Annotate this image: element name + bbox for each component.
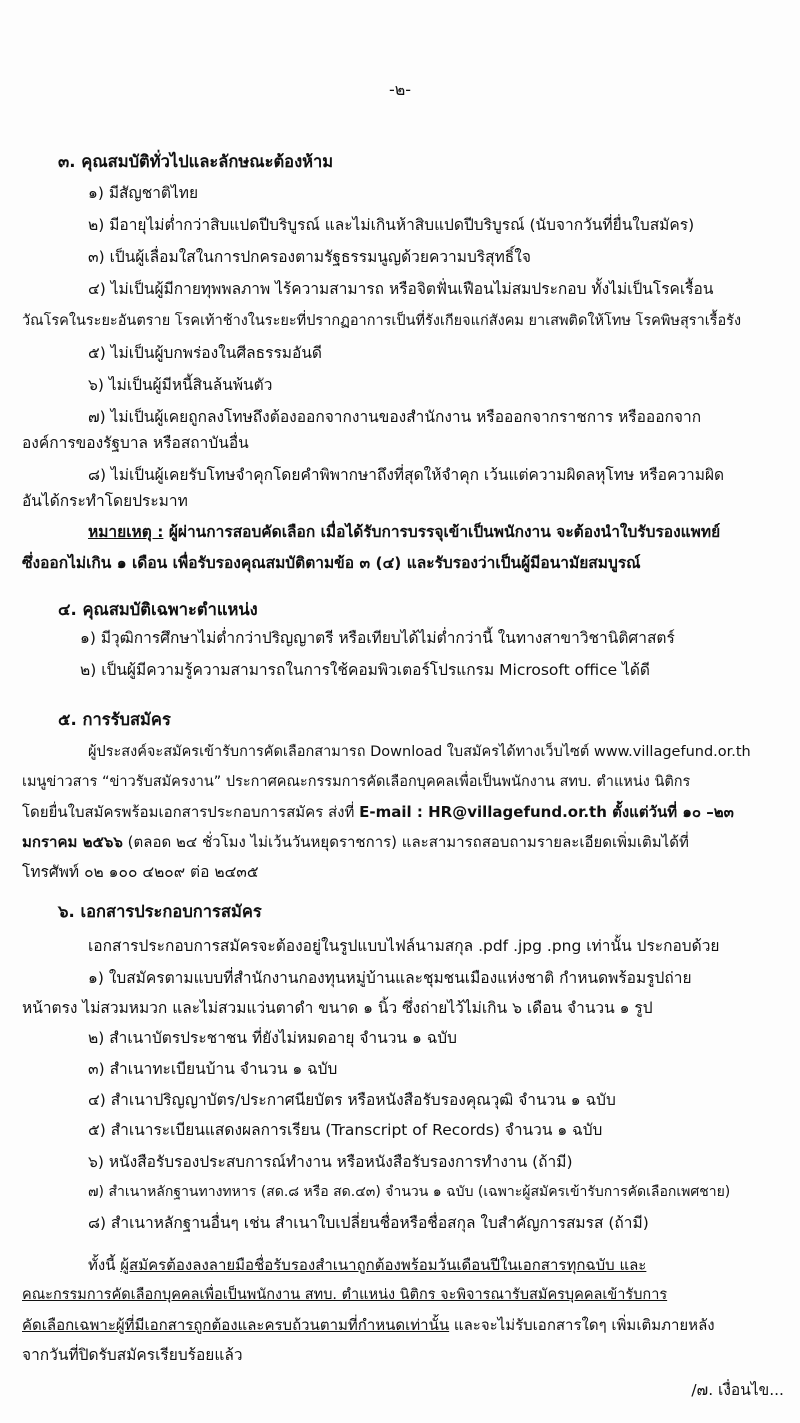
note-text: ผู้ผ่านการสอบคัดเลือก เมื่อได้รับการบรรจุเข้าเป็นพนักงาน จะต้องนำใบรับรองแพทย์ — [168, 523, 721, 541]
section-6-item: ๒) สำเนาบัตรประชาชน ที่ยังไม่หมดอายุ จำนวน ๑ ฉบับ — [88, 1029, 457, 1047]
closing-text: และจะไม่รับเอกสารใดๆ เพิ่มเติมภายหลัง — [453, 1316, 715, 1334]
deadline-date: มกราคม ๒๕๖๖ — [22, 833, 123, 851]
section-3-item: ๘) ไม่เป็นผู้เคยรับโทษจำคุกโดยคำพิพากษาถึงที่สุดให้จำคุก เว้นแต่ความผิดลหุโทษ หรือความผิด — [88, 466, 725, 484]
section-5-text: ผู้ประสงค์จะสมัครเข้ารับการคัดเลือกสามารถ Download ใบสมัครได้ทางเว็บไซต์ www.villagefund.or.th — [88, 744, 751, 760]
section-3-item-continued: อันได้กระทำโดยประมาท — [22, 492, 188, 510]
section-3-item: ๖) ไม่เป็นผู้มีหนี้สินล้นพ้นตัว — [88, 376, 273, 394]
section-3-item-continued: วัณโรคในระยะอันตราย โรคเท้าช้างในระยะที่ปรากฏอาการเป็นที่รังเกียจแก่สังคม ยาเสพติดให้โทษ โรคพิษสุราเรื้อรัง — [22, 313, 742, 329]
note-label: หมายเหตุ : — [88, 523, 164, 541]
section-6-item-continued: หน้าตรง ไม่สวมหมวก และไม่สวมแว่นตาดำ ขนาด ๑ นิ้ว ซึ่งถ่ายไว้ไม่เกิน ๖ เดือน จำนวน ๑ รูป — [22, 999, 653, 1017]
closing-text-underlined: ผู้สมัครต้องลงลายมือชื่อรับรองสำเนาถูกต้องพร้อมวันเดือนปีในเอกสารทุกฉบับ และ — [120, 1256, 647, 1274]
section-6-item: ๕) สำเนาระเบียนแสดงผลการเรียน (Transcript of Records) จำนวน ๑ ฉบับ — [88, 1121, 603, 1139]
section-4-heading: ๔. คุณสมบัติเฉพาะตำแหน่ง — [58, 600, 258, 619]
section-6-item: ๗) สำเนาหลักฐานทางทหาร (สด.๘ หรือ สด.๔๓) จำนวน ๑ ฉบับ (เฉพาะผู้สมัครเข้ารับการคัดเลือกเพศชาย) — [88, 1184, 731, 1200]
section-6-item: ๑) ใบสมัครตามแบบที่สำนักงานกองทุนหมู่บ้านและชุมชนเมืองแห่งชาติ กำหนดพร้อมรูปถ่าย — [88, 969, 692, 987]
section-6-intro: เอกสารประกอบการสมัครจะต้องอยู่ในรูปแบบไฟล์นามสกุล .pdf .jpg .png เท่านั้น ประกอบด้วย — [88, 937, 720, 955]
section-5-text — [22, 800, 734, 824]
section-6-item: ๖) หนังสือรับรองประสบการณ์ทำงาน หรือหนังสือรับรองการทำงาน (ถ้ามี) — [88, 1153, 573, 1171]
section-4-item: ๒) เป็นผู้มีความรู้ความสามารถในการใช้คอมพิวเตอร์โปรแกรม Microsoft office ได้ดี — [80, 661, 650, 679]
section-3-item-continued: องค์การของรัฐบาล หรือสถาบันอื่น — [22, 434, 249, 452]
section-3-item: ๕) ไม่เป็นผู้บกพร่องในศีลธรรมอันดี — [88, 344, 322, 362]
section-6-item: ๓) สำเนาทะเบียนบ้าน จำนวน ๑ ฉบับ — [88, 1060, 338, 1078]
closing-line-1 — [88, 1253, 646, 1277]
closing-line-2: คณะกรรมการคัดเลือกบุคคลเพื่อเป็นพนักงาน สทบ. ตำแหน่ง นิติกร จะพิจารณารับสมัครบุคคลเข้ารับการ — [22, 1287, 668, 1303]
section-3-item: ๔) ไม่เป็นผู้มีกายทุพพลภาพ ไร้ความสามารถ หรือจิตฟั่นเฟือนไม่สมประกอบ ทั้งไม่เป็นโรคเรื้อน — [88, 280, 714, 298]
closing-line-3 — [22, 1313, 715, 1337]
closing-line-4: จากวันที่ปิดรับสมัครเรียบร้อยแล้ว — [22, 1346, 243, 1364]
section-3-item: ๓) เป็นผู้เลื่อมใสในการปกครองตามรัฐธรรมนูญด้วยความบริสุทธิ์ใจ — [88, 248, 531, 266]
section-4-item: ๑) มีวุฒิการศึกษาไม่ต่ำกว่าปริญญาตรี หรือเทียบได้ไม่ต่ำกว่านี้ ในทางสาขาวิชานิติศาสตร์ — [80, 629, 675, 647]
section-5-text — [22, 830, 689, 854]
section-5-text: เมนูข่าวสาร “ข่าวรับสมัครงาน” ประกาศคณะกรรมการคัดเลือกบุคคลเพื่อเป็นพนักงาน สทบ. ตำแหน่ง นิติกร — [22, 774, 691, 790]
section-5-text-part: โดยยื่นใบสมัครพร้อมเอกสารประกอบการสมัคร ส่งที่ — [22, 803, 355, 821]
phone-contact: โทรศัพท์ ๐๒ ๑๐๐ ๔๒๐๙ ต่อ ๒๔๓๕ — [22, 863, 259, 881]
section-3-item: ๗) ไม่เป็นผู้เคยถูกลงโทษถึงต้องออกจากงานของสำนักงาน หรือออกจากราชการ หรือออกจาก — [88, 408, 702, 426]
section-5-text-part: (ตลอด ๒๔ ชั่วโมง ไม่เว้นวันหยุดราชการ) และสามารถสอบถามรายละเอียดเพิ่มเติมได้ที่ — [127, 833, 689, 851]
section-6-item: ๘) สำเนาหลักฐานอื่นๆ เช่น สำเนาใบเปลี่ยนชื่อหรือชื่อสกุล ใบสำคัญการสมรส (ถ้ามี) — [88, 1214, 649, 1232]
note-line-1 — [88, 520, 720, 544]
section-3-heading: ๓. คุณสมบัติทั่วไปและลักษณะต้องห้าม — [58, 152, 334, 171]
closing-text: ทั้งนี้ — [88, 1256, 116, 1274]
email-contact: E-mail : HR@villagefund.or.th ตั้งแต่วันที่ ๑๐ –๒๓ — [359, 803, 734, 821]
section-5-heading: ๕. การรับสมัคร — [58, 710, 171, 729]
page-number: -๒- — [388, 80, 412, 99]
continuation-marker: /๗. เงื่อนไข... — [691, 1381, 784, 1399]
section-3-item: ๑) มีสัญชาติไทย — [88, 184, 199, 202]
section-6-item: ๔) สำเนาปริญญาบัตร/ประกาศนียบัตร หรือหนังสือรับรองคุณวุฒิ จำนวน ๑ ฉบับ — [88, 1091, 616, 1109]
section-3-item: ๒) มีอายุไม่ต่ำกว่าสิบแปดปีบริบูรณ์ และไม่เกินห้าสิบแปดปีบริบูรณ์ (นับจากวันที่ยื่นใบสมัคร) — [88, 216, 695, 234]
note-line-2: ซึ่งออกไม่เกิน ๑ เดือน เพื่อรับรองคุณสมบัติตามข้อ ๓ (๔) และรับรองว่าเป็นผู้มีอนามัยสมบูรณ์ — [22, 554, 641, 572]
section-6-heading: ๖. เอกสารประกอบการสมัคร — [58, 902, 262, 921]
closing-text-underlined: คัดเลือกเฉพาะผู้ที่มีเอกสารถูกต้องและครบถ้วนตามที่กำหนดเท่านั้น — [22, 1316, 450, 1334]
